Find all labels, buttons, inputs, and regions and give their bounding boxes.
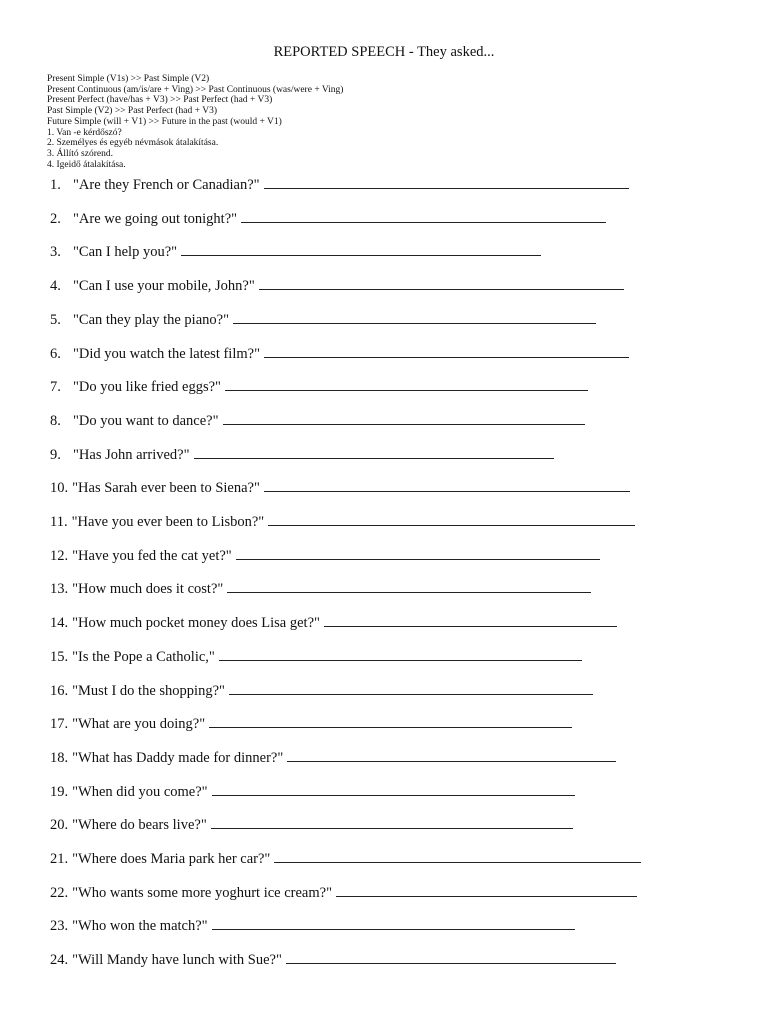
- exercise-item: [50, 648, 582, 666]
- exercise-number: 12.: [50, 547, 69, 564]
- exercise-item: [50, 749, 616, 767]
- exercise-item: [50, 243, 541, 261]
- note-line: Present Continuous (am/is/are + Ving) >> Past Continuous (was/were + Ving): [47, 84, 344, 95]
- answer-line[interactable]: [241, 210, 606, 223]
- answer-line[interactable]: [264, 345, 629, 358]
- exercise-question: "How much pocket money does Lisa get?": [72, 615, 320, 632]
- exercise-item: [50, 210, 606, 228]
- answer-line[interactable]: [286, 951, 616, 964]
- answer-line[interactable]: [287, 749, 616, 762]
- exercise-question: "Where do bears live?": [72, 817, 207, 834]
- note-line: 4. Igeidő átalakítása.: [47, 159, 126, 170]
- exercise-number: 11.: [50, 514, 68, 530]
- exercise-question: "How much does it cost?": [72, 581, 224, 598]
- grammar-notes: [47, 74, 343, 170]
- exercise-number: 6.: [50, 345, 61, 362]
- exercise-item: [50, 277, 624, 295]
- exercise-question: "Can I help you?": [73, 244, 178, 261]
- exercise-question: "Is the Pope a Catholic,": [72, 648, 215, 665]
- answer-line[interactable]: [259, 277, 624, 290]
- exercise-item: [50, 479, 630, 497]
- exercise-number: 21.: [50, 851, 69, 867]
- answer-line[interactable]: [264, 176, 629, 189]
- exercise-question: "Who wants some more yoghurt ice cream?": [72, 884, 332, 901]
- exercise-question: "What are you doing?": [72, 716, 206, 733]
- answer-line[interactable]: [324, 614, 617, 627]
- exercise-item: [50, 446, 554, 464]
- page-title: REPORTED SPEECH - They asked...: [273, 44, 495, 60]
- exercise-number: 5.: [50, 311, 61, 328]
- exercise-number: 14.: [50, 615, 69, 632]
- exercise-question: "Can I use your mobile, John?": [73, 278, 255, 295]
- exercise-number: 16.: [50, 682, 69, 699]
- exercise-item: [50, 378, 588, 396]
- exercise-item: [50, 513, 635, 531]
- exercise-item: [50, 951, 616, 969]
- exercise-number: 20.: [50, 817, 69, 834]
- exercise-number: 9.: [50, 446, 61, 463]
- exercise-question: "Have you ever been to Lisbon?": [71, 514, 265, 530]
- exercise-question: "Are they French or Canadian?": [73, 177, 260, 193]
- exercise-number: 19.: [50, 783, 69, 800]
- exercise-question: "When did you come?": [72, 783, 208, 800]
- exercise-item: [50, 311, 596, 329]
- exercise-question: "Has John arrived?": [73, 446, 190, 463]
- note-line: 1. Van -e kérdőszó?: [47, 127, 122, 138]
- exercise-item: [50, 682, 593, 700]
- exercise-item: [50, 715, 572, 733]
- answer-line[interactable]: [225, 378, 588, 391]
- exercise-item: [50, 816, 573, 834]
- note-line: Past Simple (V2) >> Past Perfect (had + V3): [47, 106, 217, 117]
- exercise-question: "Who won the match?": [72, 918, 208, 935]
- answer-line[interactable]: [223, 412, 585, 425]
- exercise-question: "Are we going out tonight?": [73, 210, 238, 227]
- exercise-item: [50, 412, 585, 430]
- exercise-number: 13.: [50, 581, 69, 598]
- exercise-number: 23.: [50, 918, 69, 935]
- exercise-question: "What has Daddy made for dinner?": [72, 749, 284, 766]
- exercise-question: "Do you like fried eggs?": [73, 379, 221, 396]
- exercise-question: "Do you want to dance?": [73, 412, 219, 429]
- exercise-item: [50, 345, 629, 363]
- exercise-question: "Where does Maria park her car?": [72, 851, 271, 867]
- note-line: Future Simple (will + V1) >> Future in the past (would + V1): [47, 116, 282, 127]
- exercise-number: 3.: [50, 244, 61, 261]
- exercise-number: 24.: [50, 952, 69, 969]
- note-line: Present Simple (V1s) >> Past Simple (V2): [47, 74, 210, 84]
- exercise-number: 10.: [50, 480, 69, 497]
- answer-line[interactable]: [274, 850, 641, 863]
- exercise-item: [50, 614, 617, 632]
- answer-line[interactable]: [264, 479, 630, 492]
- exercise-question: "Must I do the shopping?": [72, 682, 225, 699]
- exercise-item: [50, 547, 600, 565]
- exercise-number: 18.: [50, 749, 69, 766]
- answer-line[interactable]: [212, 917, 575, 930]
- exercise-number: 4.: [50, 278, 61, 295]
- exercise-item: [50, 580, 591, 598]
- exercise-item: [50, 917, 575, 935]
- exercise-number: 22.: [50, 884, 69, 901]
- exercise-number: 2.: [50, 210, 61, 227]
- exercise-question: "Has Sarah ever been to Siena?": [72, 480, 260, 497]
- answer-line[interactable]: [181, 243, 541, 256]
- note-line: Present Perfect (have/has + V3) >> Past Perfect (had + V3): [47, 95, 273, 106]
- answer-line[interactable]: [227, 580, 591, 593]
- exercise-item: [50, 176, 629, 194]
- answer-line[interactable]: [219, 648, 582, 661]
- answer-line[interactable]: [336, 884, 637, 897]
- answer-line[interactable]: [212, 783, 575, 796]
- exercise-number: 17.: [50, 716, 69, 733]
- answer-line[interactable]: [211, 816, 573, 829]
- exercise-question: "Can they play the piano?": [73, 311, 229, 328]
- exercise-question: "Have you fed the cat yet?": [72, 547, 232, 564]
- answer-line[interactable]: [233, 311, 596, 324]
- exercise-question: "Did you watch the latest film?": [73, 345, 260, 362]
- note-line: 3. Állító szórend.: [47, 148, 113, 159]
- exercise-number: 1.: [50, 177, 61, 193]
- answer-line[interactable]: [209, 715, 572, 728]
- exercise-item: [50, 850, 641, 868]
- exercise-item: [50, 884, 637, 902]
- exercise-number: 8.: [50, 412, 61, 429]
- answer-line[interactable]: [194, 446, 554, 459]
- answer-line[interactable]: [236, 547, 600, 560]
- exercise-number: 15.: [50, 648, 69, 665]
- answer-line[interactable]: [229, 682, 593, 695]
- answer-line[interactable]: [268, 513, 635, 526]
- note-line: 2. Személyes és egyéb névmások átalakítása.: [47, 138, 219, 149]
- exercise-question: "Will Mandy have lunch with Sue?": [72, 952, 282, 969]
- exercise-number: 7.: [50, 379, 61, 396]
- exercise-item: [50, 783, 575, 801]
